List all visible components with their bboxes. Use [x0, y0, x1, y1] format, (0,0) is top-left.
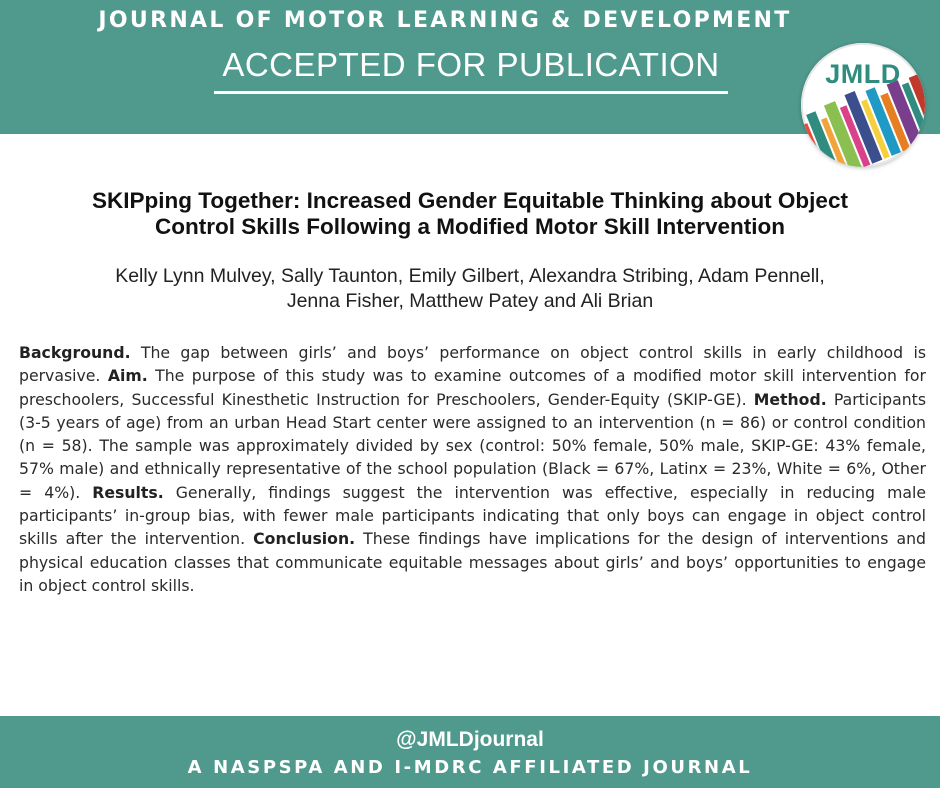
abstract — [19, 341, 926, 597]
publication-status: ACCEPTED FOR PUBLICATION — [222, 46, 720, 83]
title-line: SKIPping Together: Increased Gender Equitable Thinking about Object — [92, 188, 848, 213]
authors-line: Jenna Fisher, Matthew Patey and Ali Brian — [286, 290, 654, 312]
conclusion-text: These findings have implications for the design of interventions and physical education classes that communicate equitable messages about girls’ and boys’ opportunities to engage in object control skills. — [19, 529, 927, 595]
status-underline — [214, 91, 728, 94]
journal-name: JOURNAL OF MOTOR LEARNING & DEVELOPMENT — [98, 8, 792, 33]
authors-line: Kelly Lynn Mulvey, Sally Taunton, Emily Gilbert, Alexandra Stribing, Adam Pennell, — [115, 265, 825, 287]
social-handle: @JMLDjournal — [396, 728, 544, 751]
background-text: The gap between girls’ and boys’ performance on object control skills in early childhood is pervasive. — [19, 343, 926, 386]
title-line: Control Skills Following a Modified Motor Skill Intervention — [154, 214, 785, 239]
logo-text: JMLD — [825, 59, 901, 89]
aim-label: Aim. — [107, 366, 148, 386]
author-list — [14, 264, 926, 314]
method-label: Method. — [753, 389, 827, 409]
results-label: Results. — [92, 482, 164, 502]
results-text: Generally, findings suggest the intervention was effective, especially in reducing male participants’ in-group bias, with fewer male participants indicating that only boys can engage in object control skills after the intervention. — [19, 482, 926, 549]
conclusion-label: Conclusion. — [253, 529, 356, 549]
background-label: Background. — [19, 343, 131, 362]
method-text: Participants (3-5 years of age) from an urban Head Start center were assigned to an intervention (n = 86) or control condition (n = 58). The sample was approximately divided by sex (control: 50% female, 50% male, SKIP-GE: 43% female, 57% male) and ethnically representative of the school population (Black = 67%, Latinx = 23%, White = 6%, Other = 4%). — [19, 389, 927, 502]
jmld-logo — [801, 43, 925, 167]
article-title — [10, 188, 930, 240]
affiliation-line: A NASPSPA AND I-MDRC AFFILIATED JOURNAL — [187, 757, 753, 778]
aim-text: The purpose of this study was to examine outcomes of a modified motor skill intervention for preschoolers, Successful Kinesthetic Instruction for Preschoolers, Gender-Equity (SKIP-GE). — [19, 366, 926, 409]
